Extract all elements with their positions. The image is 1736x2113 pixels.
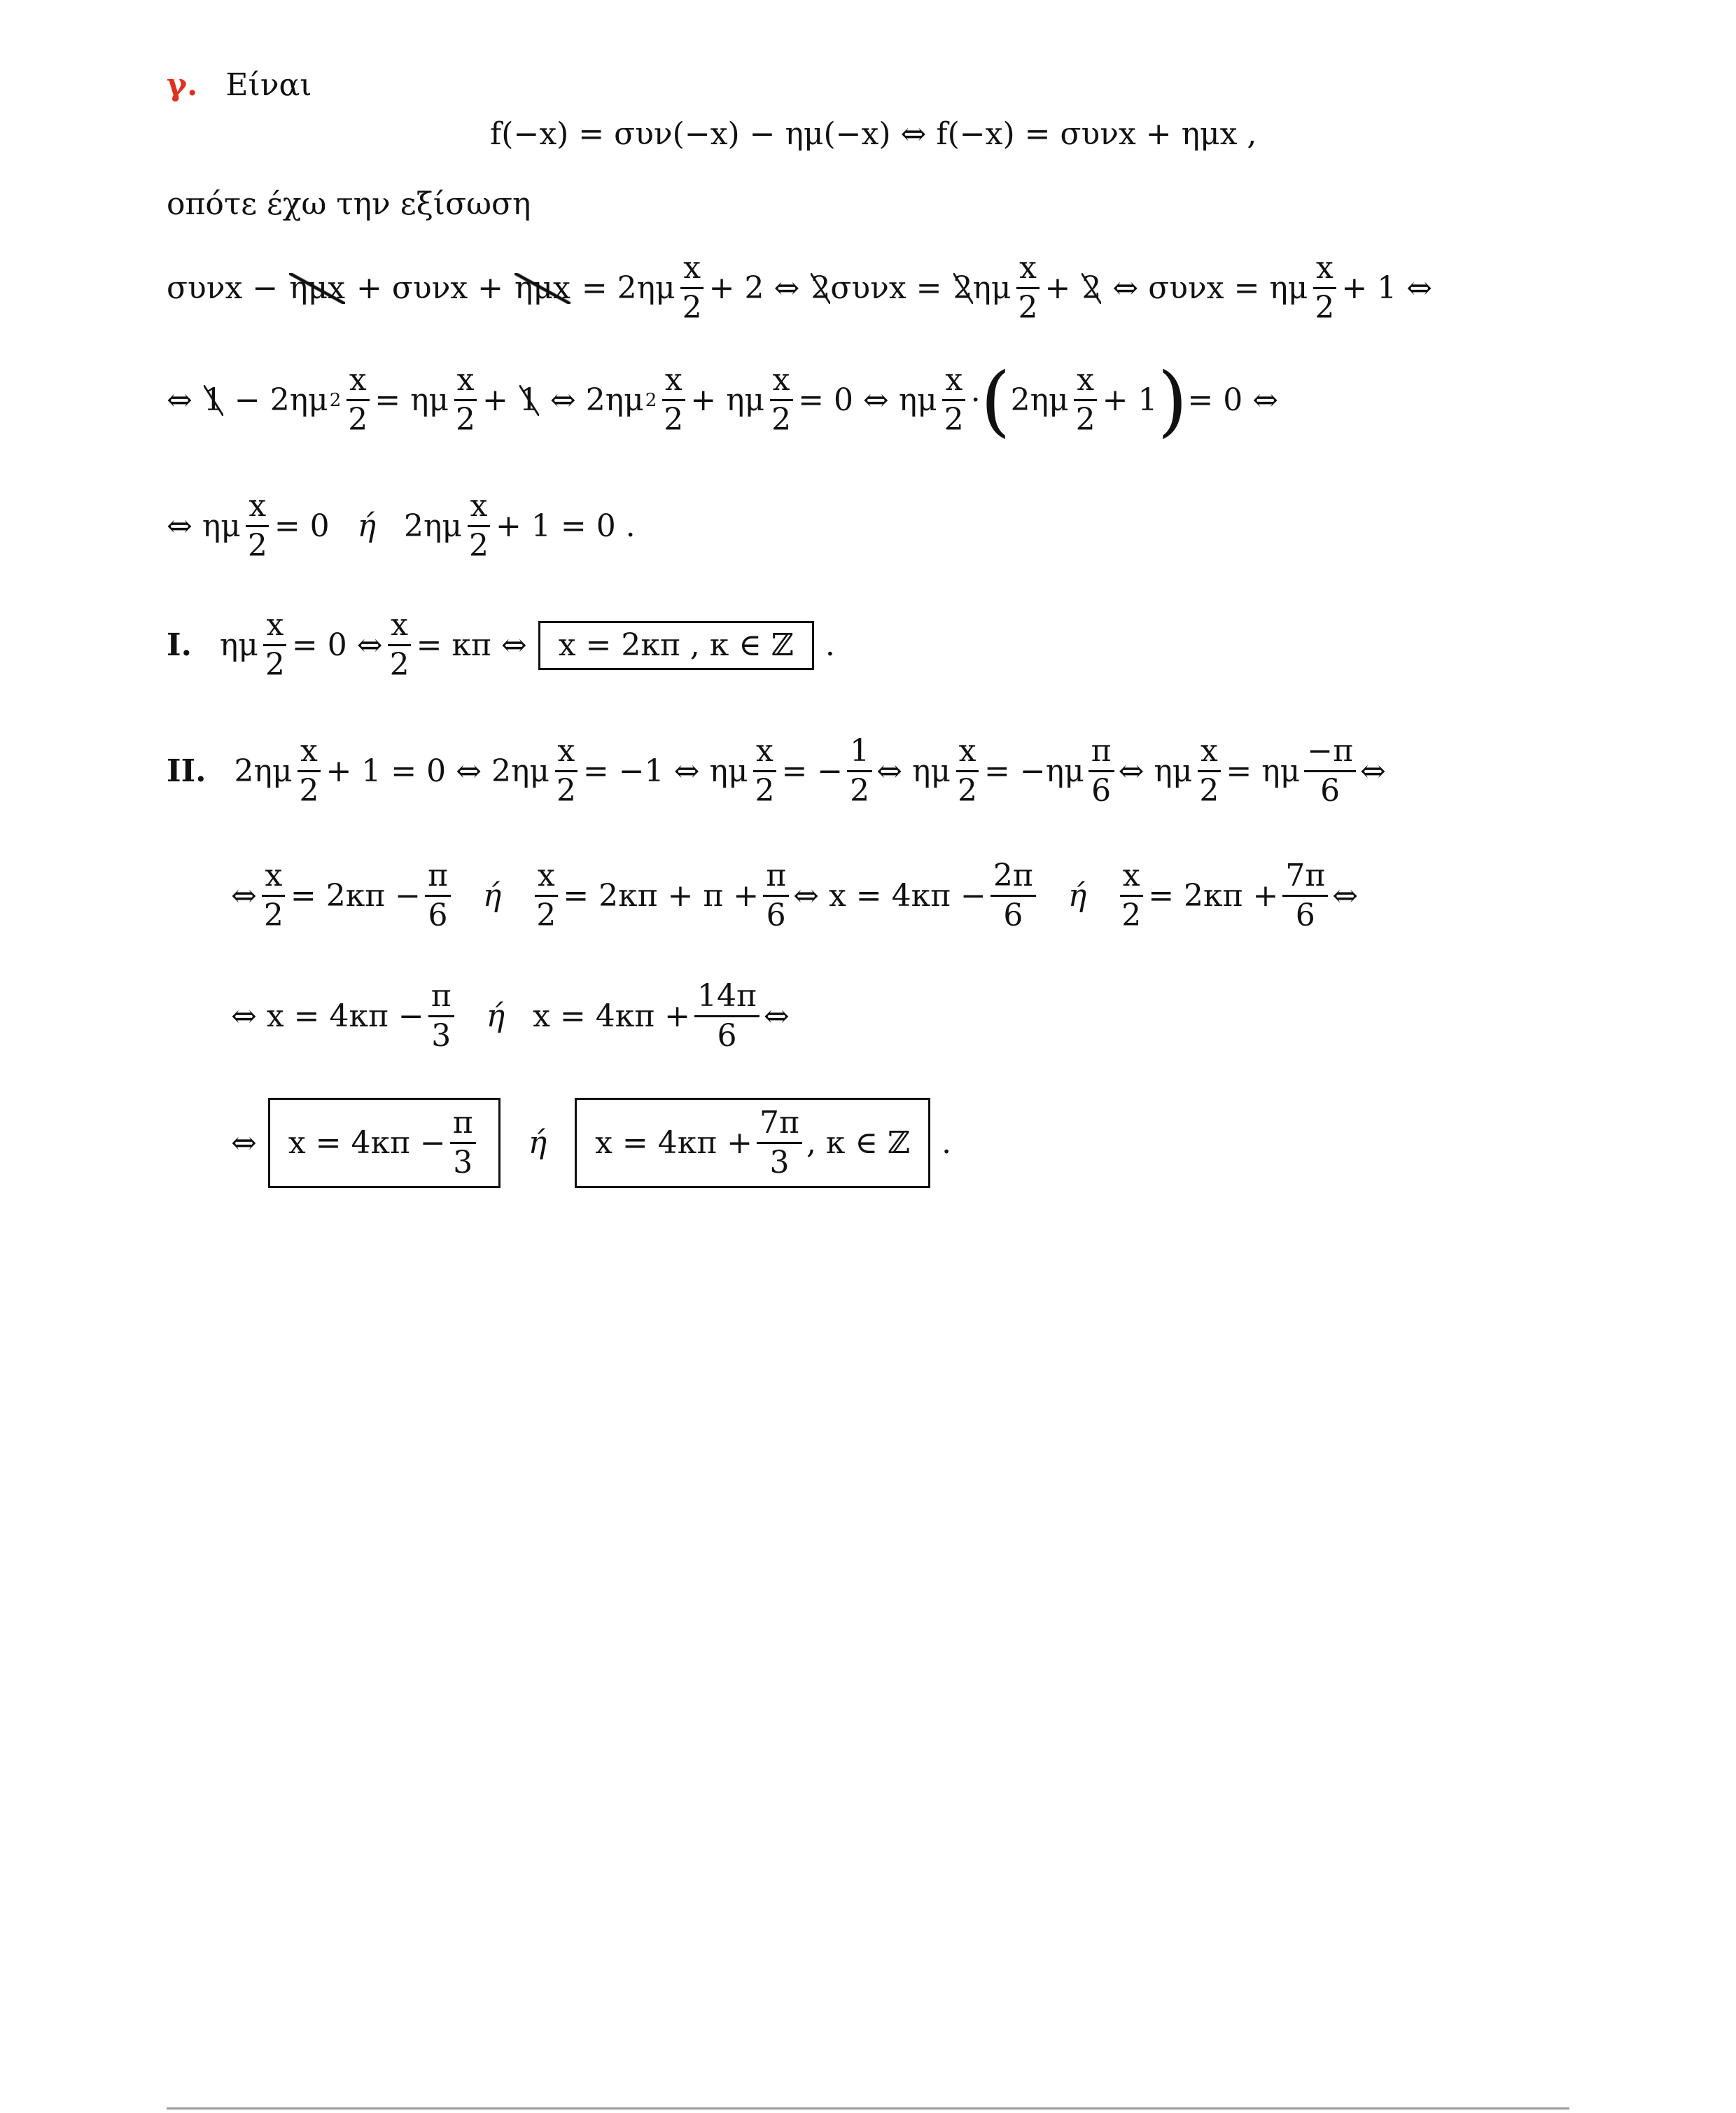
fraction: $\frac{x}{2}$ xyxy=(296,735,321,807)
term: συνx − xyxy=(167,270,279,306)
term: 2ημ xyxy=(404,508,462,544)
fraction: $\frac{\pi}{6}$ xyxy=(763,860,789,932)
fraction: $\frac{7\pi}{3}$ xyxy=(757,1107,802,1179)
term: + 1 = 0 . xyxy=(496,508,636,544)
term: = 2κπ + xyxy=(1148,877,1279,914)
right-paren: ) xyxy=(1157,355,1188,445)
term: = 2ημ xyxy=(581,270,676,306)
fraction: $\frac{\pi}{6}$ xyxy=(425,860,451,932)
term: , κ ∈ ℤ xyxy=(806,1124,911,1161)
equation-line-2 xyxy=(167,355,1279,445)
fraction: $\frac{\pi}{6}$ xyxy=(1088,735,1114,807)
fraction: $\frac{x}{2}$ xyxy=(245,490,270,562)
term: − 2ημ xyxy=(234,382,328,418)
term: = 0 ⇔ xyxy=(1187,382,1279,418)
fraction: $\frac{2\pi}{6}$ xyxy=(990,860,1036,932)
intro-text: οπότε έχω την εξίσωση xyxy=(167,186,531,222)
term: x = 4κπ + xyxy=(533,998,690,1034)
cancelled-term: ημx xyxy=(289,270,345,306)
term: + 1 ⇔ xyxy=(1341,270,1433,306)
fraction: $\frac{\pi}{3}$ xyxy=(428,980,454,1052)
term: = −1 ⇔ ημ xyxy=(582,753,748,789)
fraction: $\frac{x}{2}$ xyxy=(769,364,794,436)
fraction: $\frac{1}{2}$ xyxy=(847,735,872,807)
boxed-solution: x = 2κπ , κ ∈ ℤ xyxy=(538,621,814,670)
cancelled-term: ημx xyxy=(514,270,570,306)
section-intro: Είναι xyxy=(225,67,312,103)
equation-line-1 xyxy=(167,252,1432,324)
fraction: $\frac{x}{2}$ xyxy=(554,735,579,807)
term: = 0 ⇔ xyxy=(291,627,383,663)
term: ημ xyxy=(219,627,258,663)
exponent: 2 xyxy=(329,389,342,411)
fraction: $\frac{x}{2}$ xyxy=(261,860,286,932)
term: ημ xyxy=(972,270,1011,306)
fraction: $\frac{x}{2}$ xyxy=(387,609,412,681)
term: + συνx + xyxy=(356,270,504,306)
term: ⇔ x = 4κπ − xyxy=(793,877,986,914)
or-word: ή xyxy=(357,508,377,544)
term: ⇔ x = 4κπ − xyxy=(231,998,424,1034)
term: + 2 ⇔ xyxy=(708,270,800,306)
term: 2ημ xyxy=(1010,382,1069,418)
fraction: $\frac{\pi}{3}$ xyxy=(450,1107,476,1179)
term: ⇔ xyxy=(763,998,790,1034)
term: ⇔ 2ημ xyxy=(550,382,644,418)
cancelled-term: 1 xyxy=(519,382,539,418)
equation-parity: f(−x) = συν(−x) − ημ(−x) ⇔ f(−x) = συνx + ημx , xyxy=(490,116,1257,152)
footer-rule xyxy=(167,2107,1569,2109)
fraction: $\frac{7\pi}{6}$ xyxy=(1282,860,1328,932)
section-heading xyxy=(167,67,312,103)
exponent: 2 xyxy=(645,389,657,411)
or-word: ή xyxy=(482,877,502,914)
fraction: $\frac{x}{2}$ xyxy=(466,490,491,562)
fraction: $\frac{x}{2}$ xyxy=(680,252,705,324)
fraction: $\frac{x}{2}$ xyxy=(345,364,370,436)
fraction: $\frac{x}{2}$ xyxy=(661,364,686,436)
cancelled-term: 2 xyxy=(953,270,973,306)
term: ⇔ xyxy=(231,1124,257,1161)
left-paren: ( xyxy=(980,355,1011,445)
boxed-solution-1 xyxy=(268,1098,500,1188)
or-word: ή xyxy=(1068,877,1087,914)
term: x = 4κπ + xyxy=(595,1124,753,1161)
or-word: ή xyxy=(486,998,505,1034)
cancelled-term: 1 xyxy=(203,382,223,418)
term: ⇔ συνx = ημ xyxy=(1112,270,1308,306)
case-label: II. xyxy=(167,753,206,789)
fraction: $\frac{x}{2}$ xyxy=(1312,252,1337,324)
fraction: $\frac{-\pi}{6}$ xyxy=(1304,735,1356,807)
term: + ημ xyxy=(690,382,765,418)
cancelled-term: 2 xyxy=(1082,270,1102,306)
term: 2ημ xyxy=(234,753,293,789)
or-word: ή xyxy=(528,1124,547,1161)
term: = κπ ⇔ xyxy=(416,627,527,663)
case-1 xyxy=(167,609,835,681)
boxed-solution-2 xyxy=(575,1098,930,1188)
fraction: $\frac{x}{2}$ xyxy=(262,609,288,681)
term: x = 4κπ − xyxy=(288,1124,446,1161)
fraction: $\frac{x}{2}$ xyxy=(941,364,967,436)
fraction: $\frac{x}{2}$ xyxy=(1016,252,1041,324)
equation-line-3 xyxy=(167,490,636,562)
term: + xyxy=(1044,270,1071,306)
term: = −ημ xyxy=(983,753,1084,789)
case-2 xyxy=(167,735,1386,807)
term: = ημ xyxy=(1226,753,1301,789)
term: ⇔ xyxy=(1332,877,1359,914)
fraction: $\frac{x}{2}$ xyxy=(1073,364,1098,436)
term: ⇔ ημ xyxy=(1118,753,1193,789)
term: = 0 ⇔ ημ xyxy=(798,382,937,418)
term: + 1 = 0 ⇔ 2ημ xyxy=(326,753,550,789)
term: = 2κπ − xyxy=(290,877,421,914)
section-marker: γ. xyxy=(167,67,198,103)
equation-line-5 xyxy=(231,980,790,1052)
final-solutions xyxy=(231,1098,951,1188)
term: = ημ xyxy=(374,382,449,418)
equation-line-4 xyxy=(231,860,1358,932)
term: συνx = xyxy=(830,270,942,306)
term: + 1 xyxy=(1102,382,1158,418)
term: = 0 xyxy=(274,508,330,544)
term: + xyxy=(482,382,508,418)
fraction: $\frac{x}{2}$ xyxy=(533,860,559,932)
term: ⇔ xyxy=(167,382,192,418)
term: . xyxy=(825,627,835,663)
term: = 2κπ + π + xyxy=(563,877,760,914)
term: = − xyxy=(781,753,844,789)
term: · xyxy=(970,382,981,418)
case-label: I. xyxy=(167,627,192,663)
term: . xyxy=(941,1124,952,1161)
fraction: $\frac{x}{2}$ xyxy=(1119,860,1144,932)
fraction: $\frac{x}{2}$ xyxy=(453,364,478,436)
term: ⇔ xyxy=(1360,753,1386,789)
cancelled-term: 2 xyxy=(811,270,831,306)
fraction: $\frac{x}{2}$ xyxy=(1196,735,1222,807)
term: ⇔ xyxy=(231,877,257,914)
fraction: $\frac{14\pi}{6}$ xyxy=(694,980,760,1052)
fraction: $\frac{x}{2}$ xyxy=(752,735,777,807)
fraction: $\frac{x}{2}$ xyxy=(955,735,980,807)
term: ⇔ ημ xyxy=(876,753,951,789)
term: ⇔ ημ xyxy=(167,508,241,544)
